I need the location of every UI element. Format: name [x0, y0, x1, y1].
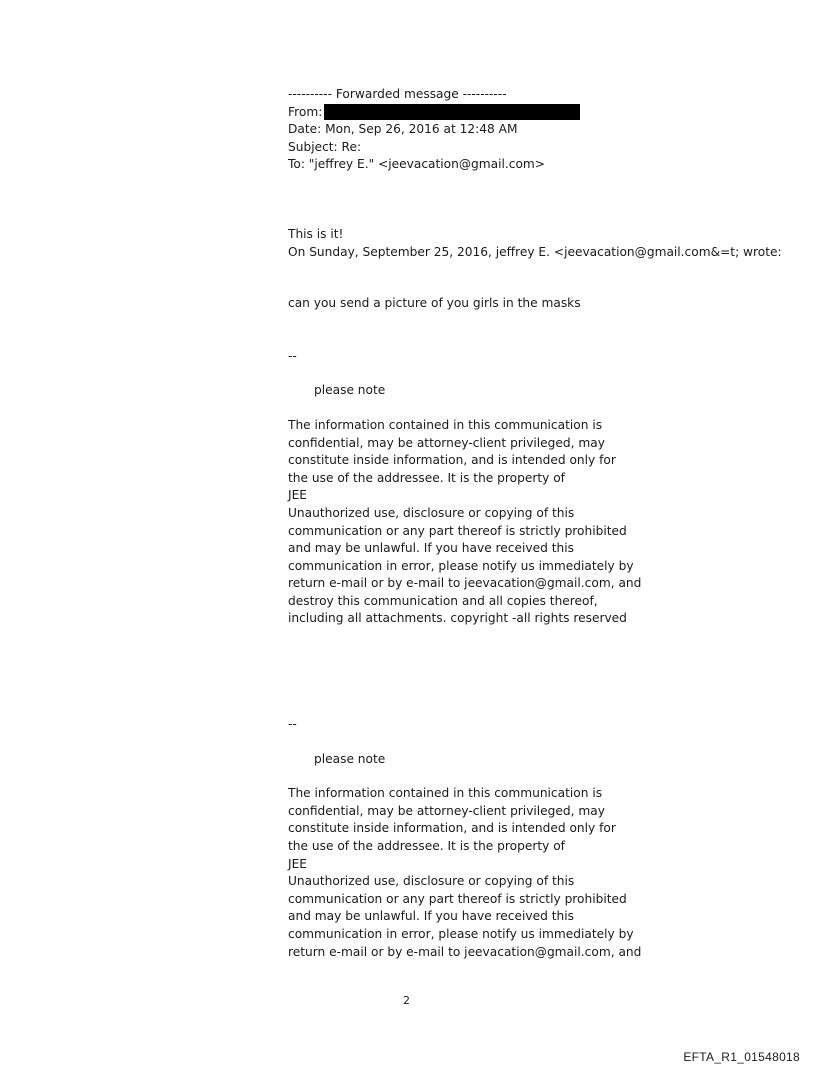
disclaimer-line: communication or any part thereof is strictly prohibited: [288, 523, 627, 538]
disclaimer-line: including all attachments. copyright -all rights reserved: [288, 611, 627, 626]
disclaimer-line: constitute inside information, and is intended only for: [288, 821, 616, 836]
disclaimer-block: [288, 417, 788, 628]
quoted-message: can you send a picture of you girls in the masks: [288, 296, 581, 311]
disclaimer-line: communication in error, please notify us immediately by: [288, 927, 634, 941]
disclaimer-line: JEE: [288, 488, 307, 503]
disclaimer-line: Unauthorized use, disclosure or copying of this: [288, 874, 575, 889]
date-line: Date: Mon, Sep 26, 2016 at 12:48 AM: [288, 122, 518, 137]
signature-separator: --: [288, 348, 297, 363]
email-content: [288, 86, 788, 961]
disclaimer-line: and may be unlawful. If you have received this: [288, 541, 574, 556]
email-header: [288, 86, 788, 174]
disclaimer-line: confidential, may be attorney-client privileged, may: [288, 803, 605, 818]
redaction-box: [324, 104, 580, 120]
forwarded-message-line: ---------- Forwarded message ----------: [288, 87, 507, 101]
subject-line: Subject: Re:: [288, 139, 362, 154]
disclaimer-block-2: [288, 785, 788, 961]
please-note-heading: please note: [314, 383, 386, 398]
bates-stamp: EFTA_R1_01548018: [683, 1050, 800, 1064]
disclaimer-line: the use of the addressee. It is the property of: [288, 839, 565, 854]
disclaimer-line: communication or any part thereof is strictly prohibited: [288, 891, 627, 906]
disclaimer-line: destroy this communication and all copies thereof,: [288, 593, 598, 608]
to-line: To: "jeffrey E." <jeevacation@gmail.com>: [288, 157, 546, 172]
disclaimer-line: return e-mail or by e-mail to jeevacation@gmail.com, and: [288, 944, 642, 959]
reply-text: This is it!: [288, 226, 344, 241]
disclaimer-line: return e-mail or by e-mail to jeevacation@gmail.com, and: [288, 576, 642, 591]
from-line: [288, 104, 788, 122]
disclaimer-line: JEE: [288, 856, 307, 871]
from-label: From:: [288, 104, 323, 119]
disclaimer-line: confidential, may be attorney-client privileged, may: [288, 435, 605, 450]
disclaimer-line: The information contained in this communication is: [288, 786, 603, 801]
signature-separator-2: --: [288, 717, 297, 732]
disclaimer-line: and may be unlawful. If you have received this: [288, 909, 574, 924]
disclaimer-line: constitute inside information, and is intended only for: [288, 453, 616, 468]
disclaimer-line: the use of the addressee. It is the property of: [288, 470, 565, 485]
page-number: 2: [403, 994, 410, 1007]
disclaimer-line: Unauthorized use, disclosure or copying of this: [288, 505, 575, 520]
please-note-heading-2: please note: [314, 751, 386, 766]
disclaimer-line: communication in error, please notify us immediately by: [288, 558, 634, 573]
disclaimer-line: The information contained in this communication is: [288, 417, 603, 432]
quote-attribution: On Sunday, September 25, 2016, jeffrey E. <jeevacation@gmail.com&=t; wrote:: [288, 244, 782, 259]
